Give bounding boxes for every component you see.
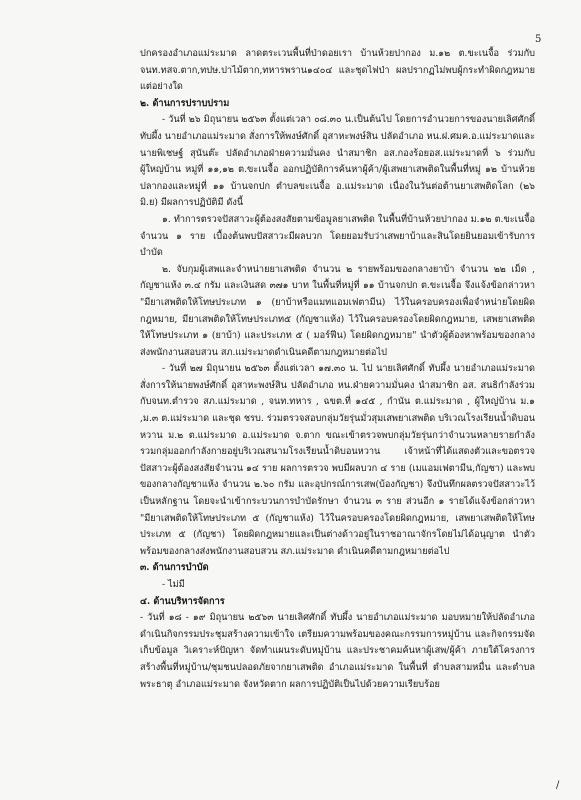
document-body <box>140 46 535 693</box>
paragraph-treatment-none: - ไม่มี <box>162 579 185 590</box>
paragraph-management: - วันที่ ๑๘ - ๑๙ มิถุนายน ๒๕๖๓ นายเลิศศักดิ์ ทับผึ้ง นายอำเภอแม่ระมาด มอบหมายให้ปลัดอำเภอ ดำเนินกิจกรรมประชุมสร้างความเข้าใจ เตรียมความพร้อมของคณะกรรมการหมู่บ้าน และกิจกรรมจัดเก็บข้อมูล วิเคราะห์ปัญหา จัดทำแผนระดับหมู่บ้าน และประชาคมค้นหาผู้เสพ/ผู้ค้า ภายใต้โครงการสร้างพื้นที่หมู่บ้าน/ชุมชนปลอดภัยจากยาเสพติด อำเภอแม่ระมาด ในพื้นที่ ตำบลสามหมื่น และตำบลพระธาตุ อำเภอแม่ระมาด จังหวัดตาก ผลการปฏิบัติเป็นไปด้วยความเรียบร้อย <box>140 612 535 690</box>
section-heading-treatment: ๓. ด้านการบำบัด <box>140 562 209 574</box>
section-heading-suppression: ๒. ด้านการปราบปราม <box>140 97 230 109</box>
corner-mark: / <box>556 780 560 791</box>
paragraph-june-27: - วันที่ ๒๗ มิถุนายน ๒๕๖๓ ตั้งแต่เวลา ๑๗.๓๐ น. ไป นายเลิศศักดิ์ ทับผึ้ง นายอำเภอแม่ระมาดสั่งการให้นายพงษ์ศักดิ์ อุสาหะพงษ์สิน ปลัดอำเภอ หน.ฝ่ายความมั่นคง นำสมาชิก อส. สนธิกำลังร่วมกับจนท.ตำรวจ สภ.แม่ระมาด , จนท.ทหาร , ฉขต.ที่ ๑๔๕ , กำนัน ต.แม่ระมาด , ผู้ใหญ่บ้าน ม.๑ ,ม.๓ ต.แม่ระมาด และชุด ชรบ. ร่วมตรวจสอบกลุ่มวัยรุ่นมั่วสุมเสพยาเสพติด บริเวณโรงเรียนน้ำดิบอนหวาน ม.๒ ต.แม่ระมาด อ.แม่ระมาด จ.ตาก ขณะเข้าตรวจพบกลุ่มวัยรุ่นกว่าจำนวนหลายรายกำลังรวมกลุ่มออกกำลังกายอยู่บริเวณสนามโรงเรียนน้ำดิบอนหวาน เจ้าหน้าที่ได้แสดงตัวและขอตรวจปัสสาวะผู้ต้องสงสัยจำนวน ๑๔ ราย ผลการตรวจ พบมีผลบวก ๔ ราย (เมแอมเฟตามีน,กัญชา) และพบของกลางกัญชาแห้ง จำนวน ๒.๖๐ กรัม และอุปกรณ์การเสพ(บ้องกัญชา) จึงบันทึกผลตรวจปัสสาวะไว้เป็นหลักฐาน โดยจะนำเข้ากระบวนการบำบัดรักษา จำนวน ๓ ราย ส่วนอีก ๑ รายได้แจ้งข้อกล่าวหา "มียาเสพติดให้โทษประเภท ๕ (กัญชาแห้ง) ไว้ในครอบครองโดยผิดกฎหมาย, เสพยาเสพติดให้โทษประเภท ๕ (กัญชา) โดยผิดกฎหมายและเป็นต่างด้าวอยู่ในราชอาณาจักรโดยไม่ได้อนุญาต นำตัวพร้อมของกลางส่งพนักงานสอบสวน สภ.แม่ระมาด ดำเนินคดีตามกฎหมายต่อไป <box>140 363 535 557</box>
page-number: 5 <box>535 34 542 45</box>
section-heading-management: ๔. ด้านบริหารจัดการ <box>140 595 225 607</box>
paragraph-arrest: ๒. จับกุมผู้เสพและจำหน่ายยาเสพติด จำนวน ๒ รายพร้อมของกลางยาบ้า จำนวน ๒๒ เม็ด , กัญชาแห้ง ๓.๔ กรัม และเงินสด ๓๗๑ บาท ในพื้นที่หมู่ที่ ๑๑ บ้านจกปก ต.ขะเนจื้อ จึงแจ้งข้อกล่าวหา "มียาเสพติดให้โทษประเภท ๑ (ยาบ้าหรือแมทแอมเฟตามีน) ไว้ในครอบครองเพื่อจำหน่ายโดยผิดกฎหมาย, มียาเสพติดให้โทษประเภท๕ (กัญชาแห้ง) ไว้ในครอบครองโดยผิดกฎหมาย, เสพยาเสพติดให้โทษประเภท ๑ (ยาบ้า) และประเภท ๕ ( มอร์ฟีน) โดยผิดกฎหมาย" นำตัวผู้ต้องหาพร้อมของกลางส่งพนักงานสอบสวน สภ.แม่ระมาดดำเนินคดีตามกฎหมายต่อไป <box>140 263 535 358</box>
paragraph-urine-test: ๑. ทำการตรวจปัสสาวะผู้ต้องสงสัยตามข้อมูลยาเสพติด ในพื้นที่บ้านห้วยปากอง ม.๑๒ ต.ขะเนจื้อ จำนวน ๑ ราย เบื้องต้นพบปัสสาวะมีผลบวก โดยยอมรับว่าเสพยาบ้าและสินโดยยินยอมเข้ารับการบำบัด <box>140 213 535 259</box>
intro-paragraph: ปกครองอำเภอแม่ระมาด ลาดตระเวนพื้นที่ป่าดอยเรา บ้านห้วยปากอง ม.๑๒ ต.ขะเนจื้อ ร่วมกับจนท.ทสจ.ตาก,ทปษ.ปาไม้ตาก,ทหารพราน๑๔๐๔ และชุดไฟป่า ผลปรากฏไม่พบผู้กระทำผิดกฎหมายแต่อย่างใด <box>140 48 535 93</box>
paragraph-june-26: - วันที่ ๒๖ มิถุนายน ๒๕๖๓ ตั้งแต่เวลา ๐๘.๓๐ น.เป็นต้นไป โดยการอำนวยการของนายเลิศศักดิ์ ทับผึ้ง นายอำเภอแม่ระมาด สั่งการให้พงษ์ศักดิ์ อุสาหะพงษ์สิน ปลัดอำเภอ หน.ฝ.ศมค.อ.แม่ระมาดและนายพิเชษฐ์ สุนันต๊ะ ปลัดอำเภอฝ่ายความมั่นคง นำสมาชิก อส.กองร้อยอส.แม่ระมาดที่ ๖ ร่วมกับผู้ใหญ่บ้าน หมู่ที่ ๑๑,๑๒ ต.ขะเนจื้อ ออกปฏิบัติการค้นหาผู้ค้า/ผู้เสพยาเสพติดในพื้นที่หมู่ ๑๒ บ้านห้วยปลากองและหมู่ที่ ๑๑ บ้านจกปก ตำบลขะเนจื้อ อ.แม่ระมาด เนื่องในวันต่อต้านยาเสพติดโลก (๒๖ มิ.ย) มีผลการปฏิบัติมี ดังนี้ <box>140 114 535 209</box>
